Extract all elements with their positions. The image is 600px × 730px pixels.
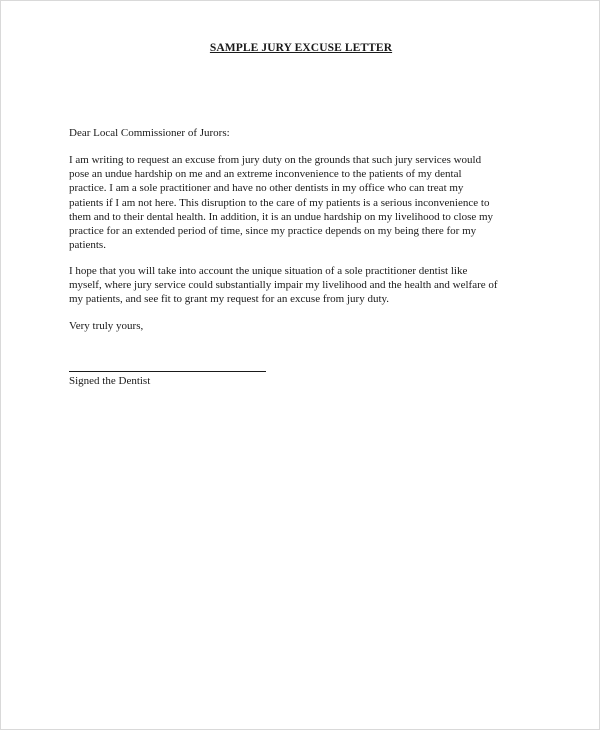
paragraph-line: them and to their dental health. In addition, it is an undue hardship on my livelihood to close my [69, 210, 494, 223]
paragraph-line: patients if I am not here. This disruption to the care of my patients is a serious inconvenience to [69, 196, 490, 209]
paragraph-line: pose an undue hardship on me and an extreme inconvenience to the patients of my dental [69, 168, 462, 181]
paragraph-line: practice. I am a sole practitioner and have no other dentists in my office who can treat my [69, 182, 464, 195]
signer-name: Signed the Dentist [69, 375, 151, 387]
paragraph-line: my patients, and see fit to grant my request for an excuse from jury duty. [69, 293, 390, 306]
paragraph-line: I hope that you will take into account the unique situation of a sole practitioner dentist like [69, 265, 468, 277]
paragraph-request [69, 153, 547, 252]
paragraph-line: patients. [69, 239, 106, 252]
signature-line [69, 371, 266, 372]
salutation: Dear Local Commissioner of Jurors: [69, 127, 230, 139]
paragraph-line: I am writing to request an excuse from jury duty on the grounds that such jury services would [69, 154, 482, 166]
paragraph-hope [69, 264, 547, 307]
paragraph-line: practice for an extended period of time, since my practice depends on my being there for my [69, 225, 477, 238]
paragraph-line: myself, where jury service could substantially impair my livelihood and the health and welfare of [69, 279, 498, 292]
letter-title: SAMPLE JURY EXCUSE LETTER [209, 42, 393, 54]
closing: Very truly yours, [69, 320, 144, 332]
